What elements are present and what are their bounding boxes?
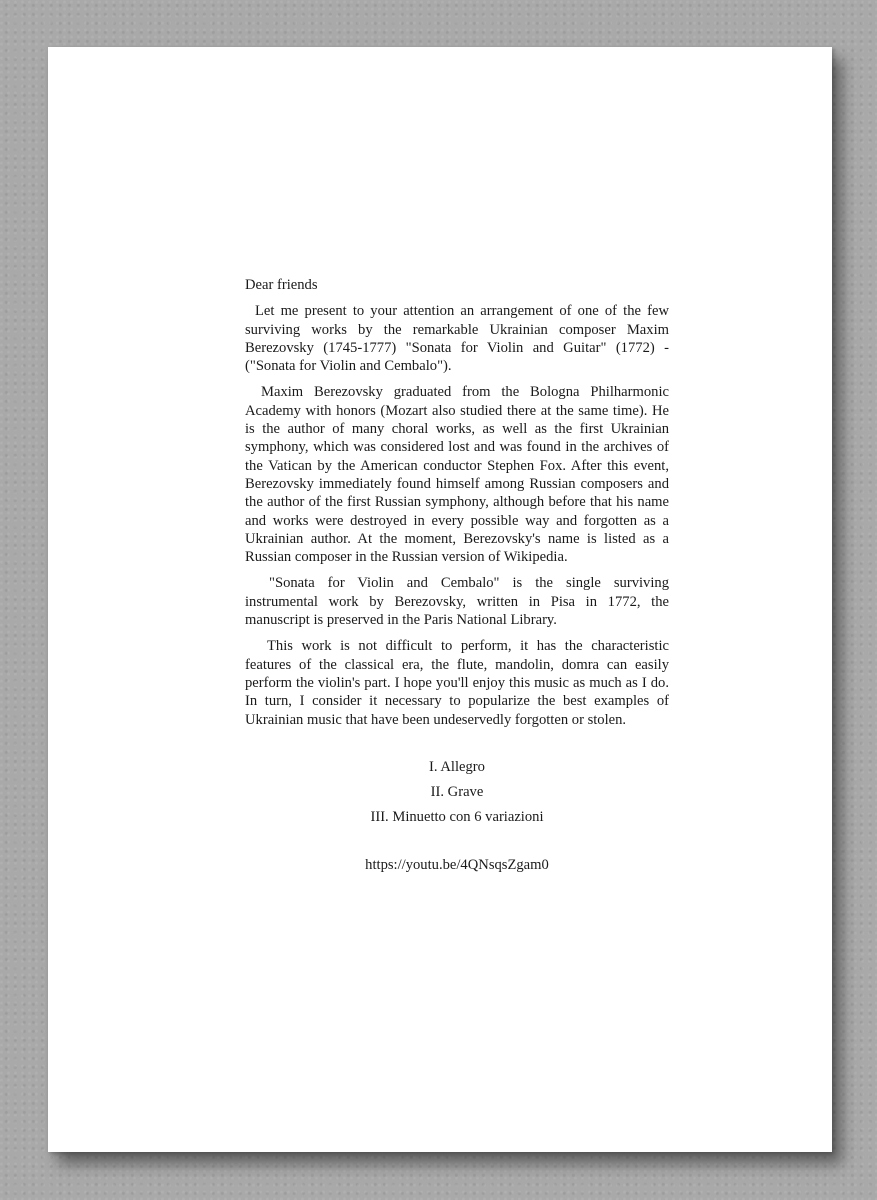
movement-item-grave: II. Grave	[430, 784, 484, 801]
paragraph-sonata-history: "Sonata for Violin and Cembalo" is the single surviving instrumental work by Berezovsky, written in Pisa in 1772, the manuscript is preserved in the Paris National Library.	[245, 575, 669, 629]
movement-item-minuetto: III. Minuetto con 6 variazioni	[370, 809, 544, 826]
paragraph-biography: Maxim Berezovsky graduated from the Bologna Philharmonic Academy with honors (Mozart also studied there at the same time). He is the author of many choral works, as well as the first Ukrainian symphony, which was considered lost and was found in the archives of the Vatican by the American conductor Stephen Fox. After this event, Berezovsky immediately found himself among Russian composers and the author of the first Russian symphony, although before that his name and works were destroyed in every possible way and forgotten as a Ukrainian author. At the moment, Berezovsky's name is listed as a Russian composer in the Russian version of Wikipedia.	[245, 384, 669, 566]
paragraph-introduction: Let me present to your attention an arrangement of one of the few surviving works by the remarkable Ukrainian composer Maxim Berezovsky (1745-1777) "Sonata for Violin and Guitar" (1772) - ("Sonata for Violin and Cembalo").	[245, 303, 669, 375]
paragraph-performance-notes: This work is not difficult to perform, it has the characteristic features of the classical era, the flute, mandolin, domra can easily perform the violin's part. I hope you'll enjoy this music as much as I do. In turn, I consider it necessary to popularize the best examples of Ukrainian music that have been undeservedly forgotten or stolen.	[245, 638, 669, 728]
letter-greeting: Dear friends	[245, 277, 318, 293]
letter-body	[245, 276, 669, 874]
document-page	[48, 47, 832, 1152]
movement-list	[245, 758, 669, 827]
video-link: https://youtu.be/4QNsqsZgam0	[365, 856, 549, 873]
movement-item-allegro: I. Allegro	[429, 758, 485, 775]
